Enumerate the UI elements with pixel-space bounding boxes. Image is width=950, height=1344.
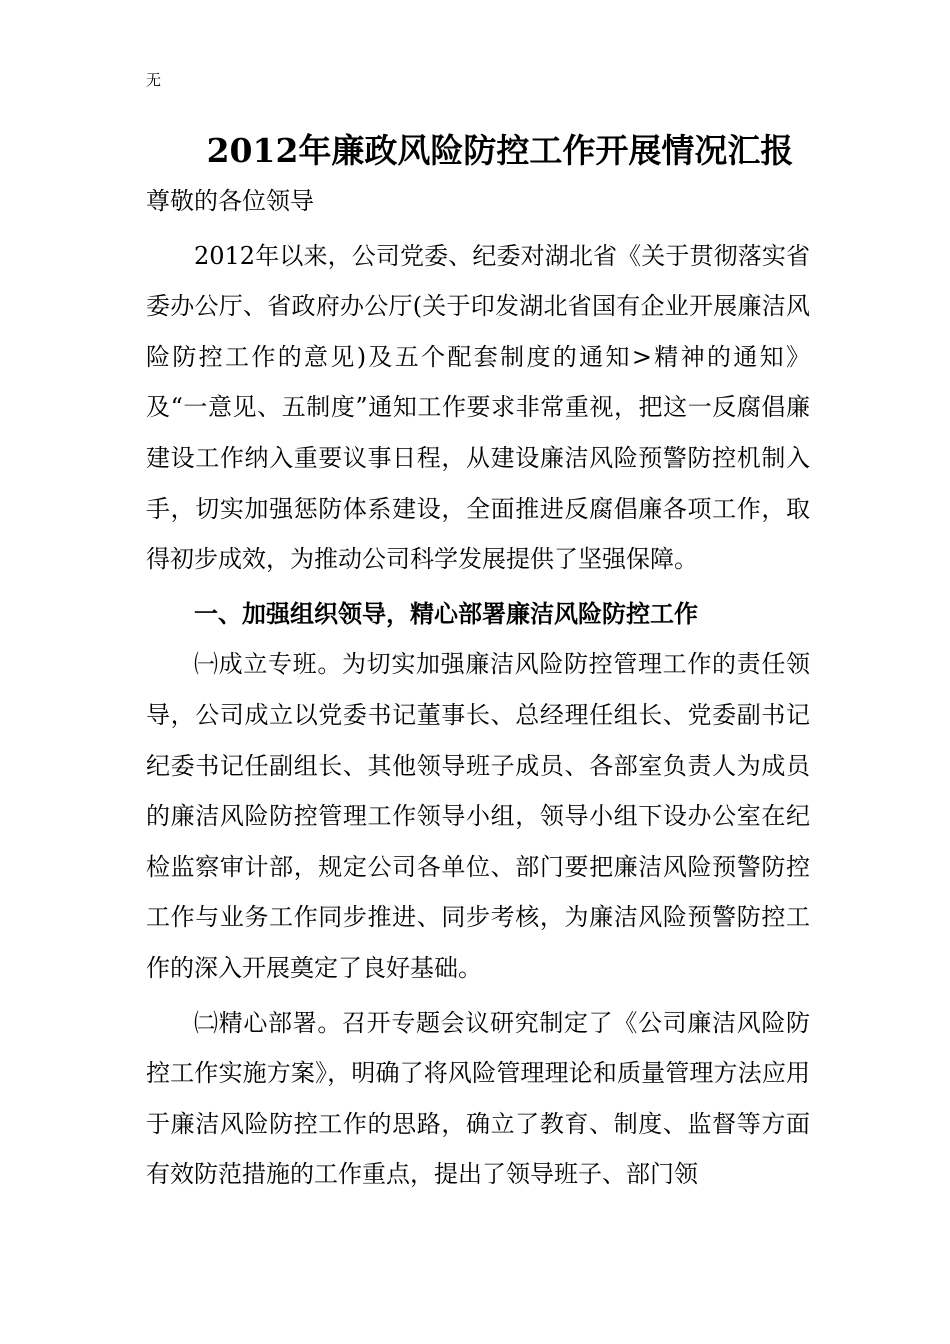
salutation: 尊敬的各位领导: [146, 187, 314, 215]
document-body: [146, 176, 810, 1200]
intro-paragraph: 2012年以来，公司党委、纪委对湖北省《关于贯彻落实省委办公厅、省政府办公厅(关于印发湖北省国有企业开展廉洁风险防控工作的意见)及五个配套制度的通知>精神的通知》及“一意见、五制度”通知工作要求非常重视，把这一反腐倡廉建设工作纳入重要议事日程，从建设廉洁风险预警防控机制入手，切实加强惩防体系建设，全面推进反腐倡廉各项工作，取得初步成效，为推动公司科学发展提供了坚强保障。: [146, 241, 810, 574]
document-title: 2012年廉政风险防控工作开展情况汇报: [206, 131, 794, 170]
section1-item-2: ㈡精心部署。召开专题会议研究制定了《公司廉洁风险防控工作实施方案》，明确了将风险管理理论和质量管理方法应用于廉洁风险防控工作的思路，确立了教育、制度、监督等方面有效防范措施的工作重点，提出了领导班子、部门领: [146, 1008, 810, 1189]
section1-item-1: ㈠成立专班。为切实加强廉洁风险防控管理工作的责任领导，公司成立以党委书记董事长、总经理任组长、党委副书记纪委书记任副组长、其他领导班子成员、各部室负责人为成员的廉洁风险防控管理工作领导小组，领导小组下设办公室在纪检监察审计部，规定公司各单位、部门要把廉洁风险预警防控工作与业务工作同步推进、同步考核，为廉洁风险预警防控工作的深入开展奠定了良好基础。: [146, 650, 810, 982]
header-mark: 无: [146, 71, 162, 89]
section-heading-1: 一、加强组织领导，精心部署廉洁风险防控工作: [194, 598, 698, 628]
